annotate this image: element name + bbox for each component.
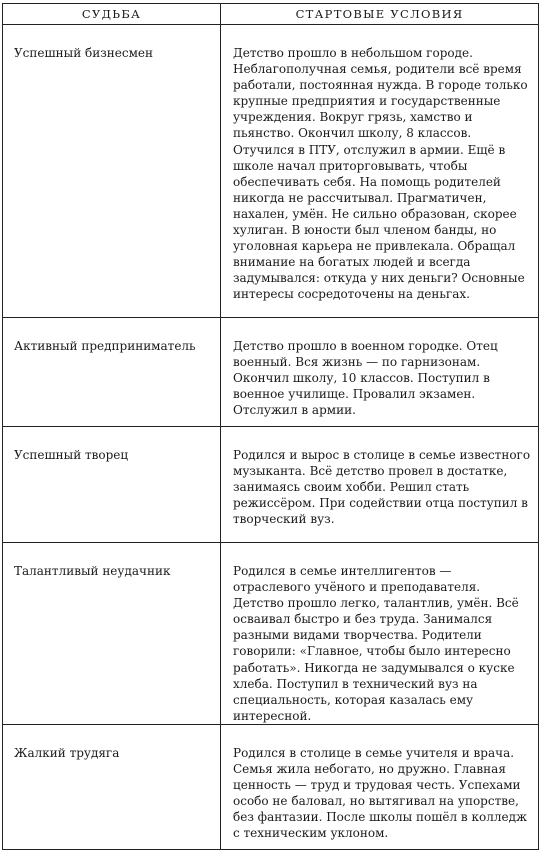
fate-cell: Успешный бизнесмен [3, 25, 221, 318]
conditions-cell: Родился в столице в семье учителя и врача. Семья жила небогато, но дружно. Главная ценность — труд и трудовая честь. Успехами особо не баловал, но вытягивал на упорстве, без фантазии. После школы пошёл в колледж с техническим уклоном. [221, 724, 539, 849]
conditions-cell: Детство прошло в небольшом городе. Неблагополучная семья, родители всё время работали, постоянная нужда. В городе только крупные предприятия и государственные учреждения. Вокруг грязь, хамство и пьянство. Окончил школу, 8 классов. Отучился в ПТУ, отслужил в армии. Ещё в школе начал приторговывать, чтобы обеспечивать себя. На помощь родителей никогда не рассчитывал. Прагматичен, нахален, умён. Не сильно образован, скорее хулиган. В юности был членом банды, но уголовная карьера не привлекала. Обращал внимание на богатых людей и всегда задумывался: откуда у них деньги? Основные интересы сосредоточены на деньгах. [221, 25, 539, 318]
table-row [3, 543, 539, 725]
conditions-cell: Детство прошло в военном городке. Отец военный. Вся жизнь — по гарнизонам. Окончил школу, 10 классов. Поступил в военное училище. Провалил экзамен. Отслужил в армии. [221, 318, 539, 427]
column-header-fate: СУДЬБА [3, 4, 221, 25]
table-row [3, 318, 539, 427]
fate-conditions-table [2, 3, 539, 850]
table-row [3, 724, 539, 849]
column-header-starting-conditions: СТАРТОВЫЕ УСЛОВИЯ [221, 4, 539, 25]
table-header-row [3, 4, 539, 25]
fate-cell: Жалкий трудяга [3, 724, 221, 849]
conditions-cell: Родился в семье интеллигентов — отраслевого учёного и преподавателя. Детство прошло легко, талантлив, умён. Всё осваивал быстро и без труда. Занимался разными видами творчества. Родители говорили: «Главное, чтобы было интересно работать». Никогда не задумывался о куске хлеба. Поступил в технический вуз на специальность, которая казалась ему интересной. [221, 543, 539, 725]
conditions-cell: Родился и вырос в столице в семье известного музыканта. Всё детство провел в достатке, занимаясь своим хобби. Решил стать режиссёром. При содействии отца поступил в творческий вуз. [221, 427, 539, 543]
table-row [3, 25, 539, 318]
fate-cell: Активный предприниматель [3, 318, 221, 427]
fate-cell: Успешный творец [3, 427, 221, 543]
table-row [3, 427, 539, 543]
fate-cell: Талантливый неудачник [3, 543, 221, 725]
